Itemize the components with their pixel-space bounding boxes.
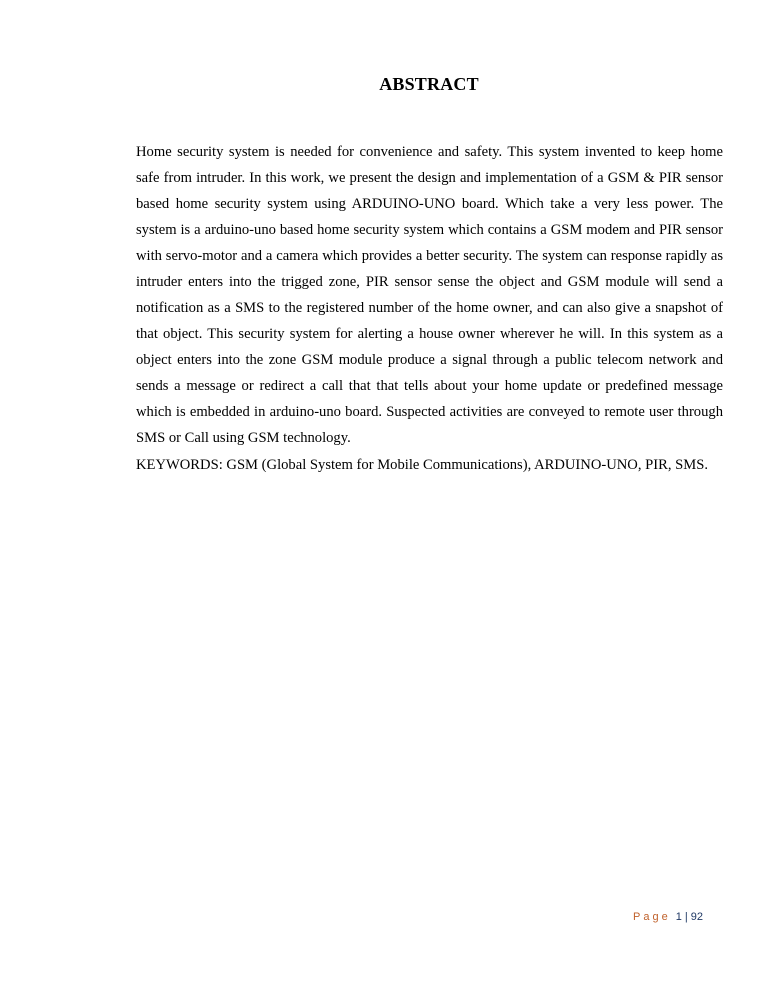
page-footer xyxy=(633,911,703,923)
abstract-paragraph: Home security system is needed for convenience and safety. This system invented to keep home safe from intruder. In this work, we present the design and implementation of a GSM & PIR sensor based home security system using ARDUINO-UNO board. Which take a very less power. The system is a arduino-uno based home security system which contains a GSM modem and PIR sensor with servo-motor and a camera which provides a better security. The system can response rapidly as intruder enters into the trigged zone, PIR sensor sense the object and GSM module will send a notification as a SMS to the registered number of the home owner, and can also give a snapshot of that object. This security system for alerting a house owner wherever he will. In this system as a object enters into the zone GSM module produce a signal through a public telecom network and sends a message or redirect a call that that tells about your home update or predefined message which is embedded in arduino-uno board. Suspected activities are conveyed to remote user through SMS or Call using GSM technology. xyxy=(136,144,723,446)
page-label: Page xyxy=(633,911,671,923)
page-number: 1 xyxy=(675,911,682,923)
page-separator: | xyxy=(684,911,688,923)
keywords-line: KEYWORDS: GSM (Global System for Mobile Communications), ARDUINO-UNO, PIR, SMS. xyxy=(136,457,708,473)
page-total: 92 xyxy=(690,911,703,923)
abstract-heading: ABSTRACT xyxy=(379,74,479,94)
